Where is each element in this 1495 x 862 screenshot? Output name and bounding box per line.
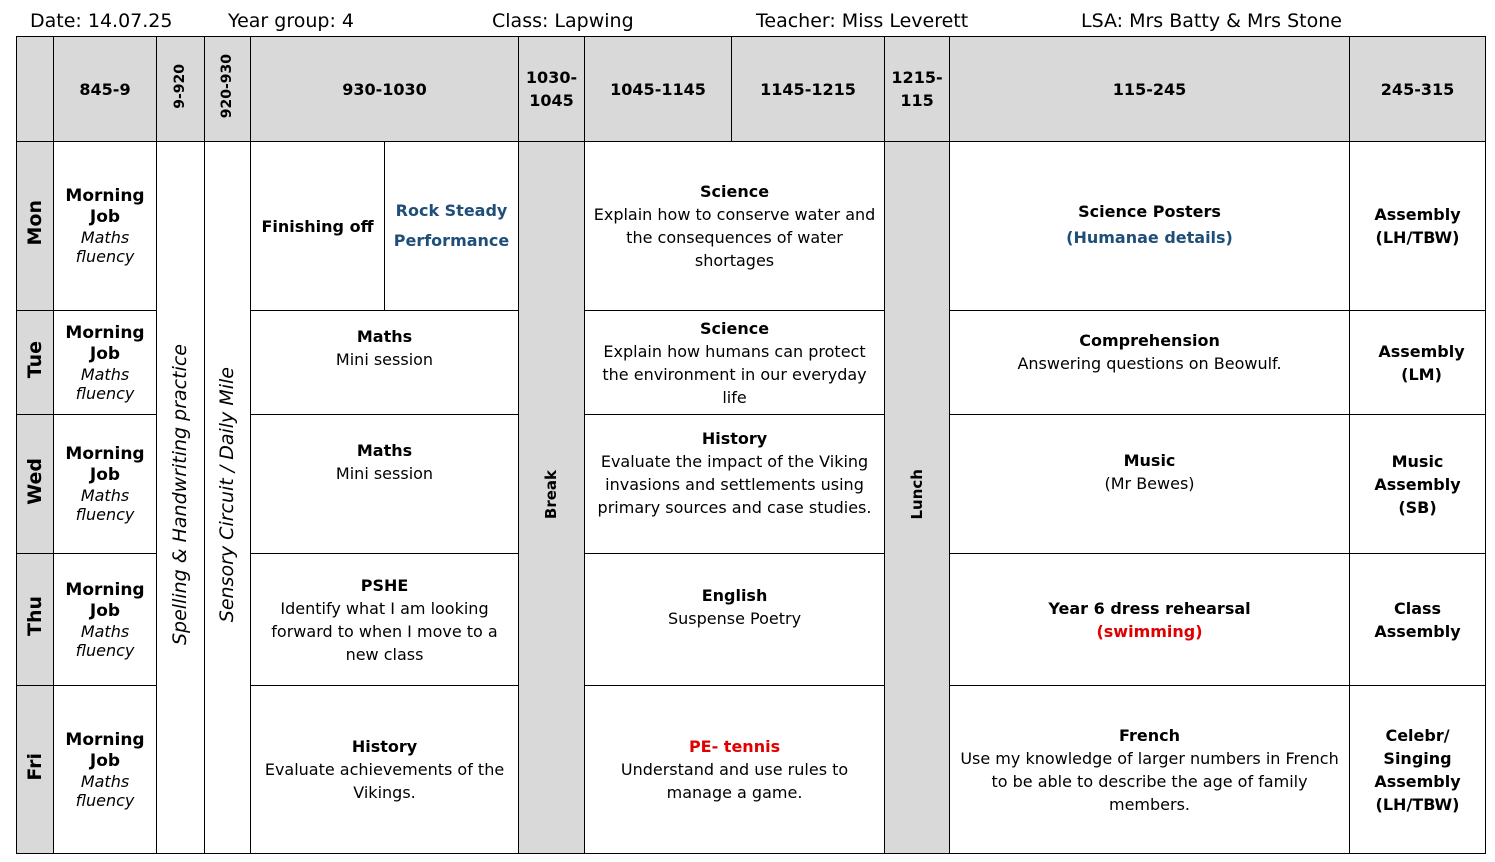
row-mon	[17, 142, 1486, 311]
morning-job-tue: Morning Job Maths fluency	[54, 311, 157, 415]
sensory-cell	[205, 142, 251, 854]
time-1030-1045: 1030-1045	[519, 37, 585, 142]
mon-science-posters: Science Posters (Humanae details)	[950, 142, 1350, 311]
fri-assembly: Celebr/ Singing Assembly (LH/TBW)	[1350, 686, 1486, 854]
mon-science: Science Explain how to conserve water and the consequences of water shortages	[585, 142, 885, 311]
class-label: Class: Lapwing	[492, 10, 634, 32]
day-fri: Fri	[23, 752, 46, 781]
morning-job-fri: Morning Job Maths fluency	[54, 686, 157, 854]
break-label: Break	[542, 469, 561, 520]
spelling-cell	[157, 142, 205, 854]
spelling-handwriting-label: Spelling & Handwriting practice	[169, 343, 191, 645]
day-cell-thu	[17, 554, 54, 686]
tue-maths: Maths Mini session	[251, 311, 519, 415]
time-1145-1215: 1145-1215	[732, 37, 885, 142]
timetable	[16, 36, 1486, 854]
time-9-920: 9-920	[172, 63, 188, 109]
day-wed: Wed	[23, 457, 46, 505]
fri-french: French Use my knowledge of larger numbers in French to be able to describe the age of family members.	[950, 686, 1350, 854]
mon-finishing-off: Finishing off	[251, 142, 385, 311]
lunch-cell	[885, 142, 950, 854]
wed-maths: Maths Mini session	[251, 415, 519, 554]
date-label: Date: 14.07.25	[30, 10, 173, 32]
lunch-label: Lunch	[907, 469, 926, 520]
time-9-920-cell	[157, 37, 205, 142]
day-cell-wed	[17, 415, 54, 554]
time-920-930-cell	[205, 37, 251, 142]
time-1215-115: 1215-115	[885, 37, 950, 142]
time-115-245: 115-245	[950, 37, 1350, 142]
thu-dress-rehearsal: Year 6 dress rehearsal (swimming)	[950, 554, 1350, 686]
day-thu: Thu	[23, 596, 46, 637]
mon-assembly: Assembly (LH/TBW)	[1350, 142, 1486, 311]
corner-cell	[17, 37, 54, 142]
morning-job-mon: Morning Job Maths fluency	[54, 142, 157, 311]
thu-english: English Suspense Poetry	[585, 554, 885, 686]
tue-comprehension: Comprehension Answering questions on Beowulf.	[950, 311, 1350, 415]
time-245-315: 245-315	[1350, 37, 1486, 142]
break-cell	[519, 142, 585, 854]
wed-history: History Evaluate the impact of the Viking invasions and settlements using primary sources and case studies.	[585, 415, 885, 554]
fri-history: History Evaluate achievements of the Vikings.	[251, 686, 519, 854]
teacher-label: Teacher: Miss Leverett	[756, 10, 969, 32]
tue-science: Science Explain how humans can protect the environment in our everyday life	[585, 311, 885, 415]
tue-assembly: Assembly (LM)	[1350, 311, 1486, 415]
day-cell-tue	[17, 311, 54, 415]
thu-assembly: Class Assembly	[1350, 554, 1486, 686]
day-cell-mon	[17, 142, 54, 311]
morning-job-thu: Morning Job Maths fluency	[54, 554, 157, 686]
year-group-label: Year group: 4	[228, 10, 354, 32]
time-920-930: 920-930	[219, 53, 235, 119]
wed-music: Music (Mr Bewes)	[950, 415, 1350, 554]
fri-pe-tennis: PE- tennis Understand and use rules to manage a game.	[585, 686, 885, 854]
day-cell-fri	[17, 686, 54, 854]
lsa-label: LSA: Mrs Batty & Mrs Stone	[1081, 10, 1342, 32]
mon-rock-steady: Rock Steady Performance	[385, 142, 519, 311]
time-header-row	[17, 37, 1486, 142]
time-1045-1145: 1045-1145	[585, 37, 732, 142]
time-930-1030: 930-1030	[251, 37, 519, 142]
day-tue: Tue	[23, 340, 46, 379]
time-845-9: 845-9	[54, 37, 157, 142]
morning-job-wed: Morning Job Maths fluency	[54, 415, 157, 554]
wed-assembly: Music Assembly (SB)	[1350, 415, 1486, 554]
thu-pshe: PSHE Identify what I am looking forward to when I move to a new class	[251, 554, 519, 686]
sensory-circuit-label: Sensory Circuit / Daily Mile	[216, 366, 238, 623]
day-mon: Mon	[23, 200, 46, 246]
